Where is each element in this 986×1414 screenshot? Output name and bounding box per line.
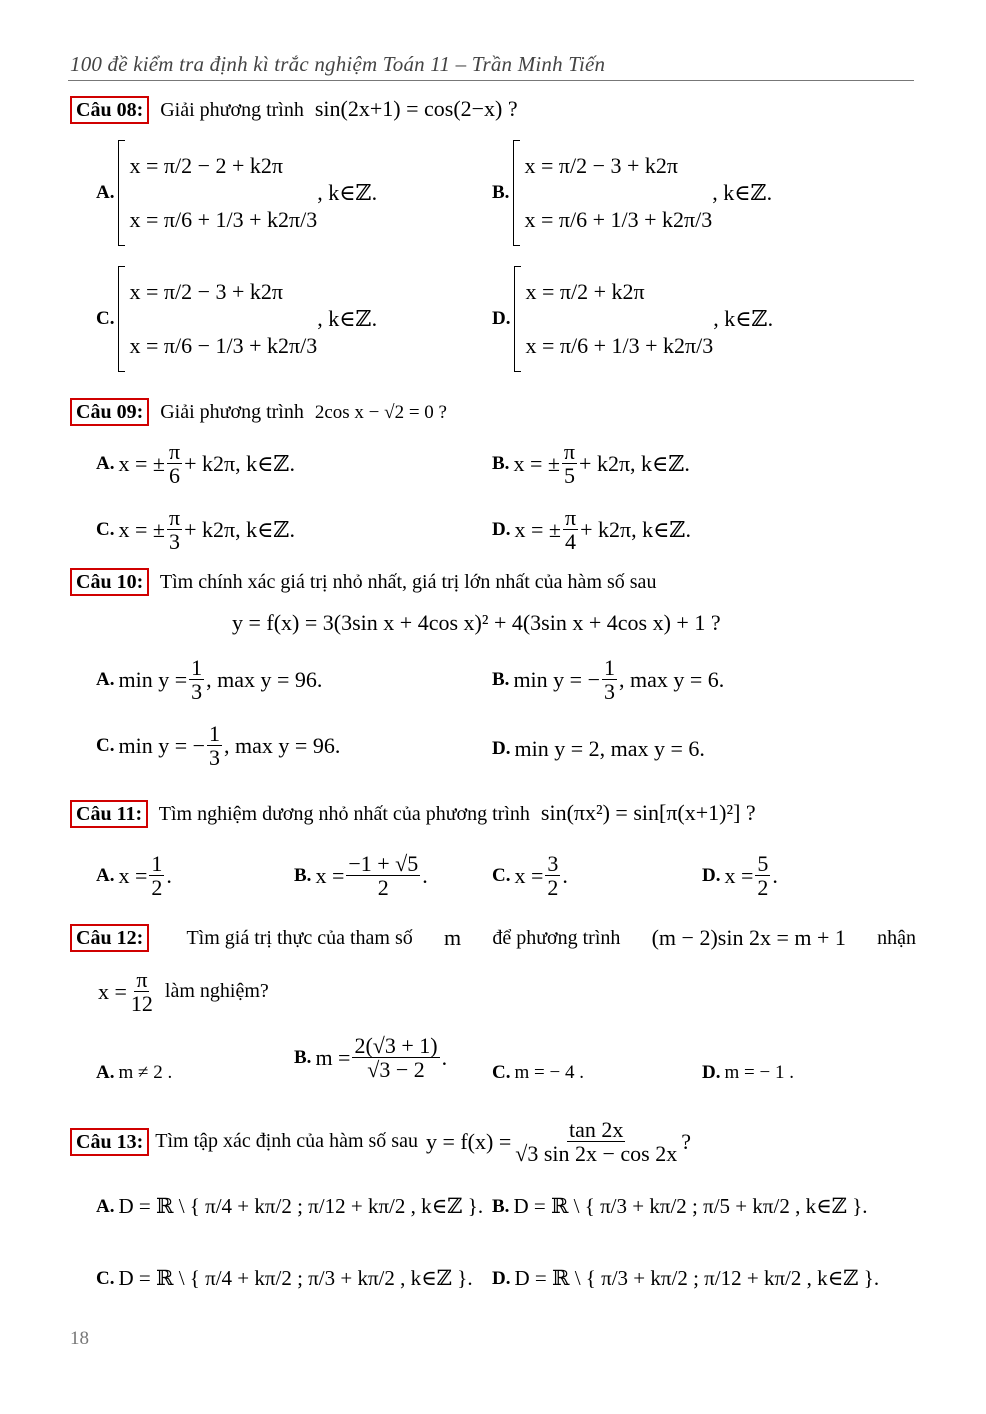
answer-tail: , max y = 6. (618, 666, 725, 692)
answer-13-c[interactable] (96, 1266, 473, 1291)
answer-label: B. (492, 182, 510, 203)
answer-label: D. (702, 1062, 721, 1083)
fraction-denominator: 3 (209, 745, 221, 771)
question-equation: sin(2x+1) = cos(2−x) ? (314, 96, 518, 121)
fraction-denominator: 3 (603, 679, 615, 705)
answer-10-b[interactable] (492, 656, 724, 703)
question-label: Câu 11: (70, 800, 148, 828)
answer-tail: + k2π, k∈ℤ. (580, 516, 691, 542)
question-label: Câu 10: (70, 568, 149, 596)
question-text-4: làm nghiệm? (164, 980, 269, 1003)
fraction-numerator: 1 (603, 655, 615, 680)
answer-10-c[interactable] (96, 722, 340, 769)
answer-12-c[interactable] (492, 1062, 584, 1084)
question-12-line-2 (98, 968, 269, 1015)
answer-tail: . (422, 862, 428, 888)
fraction-denominator: 12 (130, 991, 153, 1017)
answer-label: C. (96, 734, 115, 756)
answer-label: B. (492, 1195, 510, 1217)
fraction-numerator: 1 (151, 851, 163, 876)
answer-12-b[interactable] (294, 1034, 447, 1081)
answer-text: m ≠ 2 . (118, 1062, 173, 1083)
question-text: Tìm giá trị thực của tham số (186, 926, 413, 949)
question-08 (70, 96, 518, 124)
answer-tail: + k2π, k∈ℤ. (579, 450, 690, 476)
fraction-denominator: 2 (151, 875, 163, 901)
answer-label: C. (96, 308, 115, 329)
system-line-1: x = π/2 − 2 + k2π (129, 153, 284, 178)
fraction-denominator: √3 sin 2x − cos 2x (515, 1141, 678, 1167)
fraction-denominator: 5 (563, 463, 575, 489)
system-line-2: x = π/6 + 1/3 + k2π/3 (525, 333, 714, 358)
fraction-denominator: 2 (757, 875, 769, 901)
answer-tail: , max y = 96. (206, 666, 323, 692)
answer-label: D. (702, 864, 721, 886)
answer-11-a[interactable] (96, 852, 172, 899)
answer-text: D = ℝ \ { π/4 + kπ/2 ; π/12 + kπ/2 , k∈ℤ }. (118, 1194, 484, 1218)
question-11 (70, 800, 756, 828)
answer-13-b[interactable] (492, 1194, 868, 1219)
answer-label: B. (492, 668, 510, 690)
answer-label: C. (492, 864, 511, 886)
parameter-m: m (443, 925, 462, 950)
answer-prefix: x = (724, 862, 754, 888)
question-equation: sin(πx²) = sin[π(x+1)²] ? (540, 800, 756, 825)
answer-text: D = ℝ \ { π/3 + kπ/2 ; π/12 + kπ/2 , k∈ℤ }. (514, 1266, 880, 1290)
answer-tail: + k2π, k∈ℤ. (184, 516, 295, 542)
answer-prefix: x = (315, 862, 345, 888)
answer-text: m = − 1 . (724, 1062, 794, 1083)
question-text: Tìm nghiệm dương nhỏ nhất của phương trình (158, 803, 530, 825)
question-text-3: nhận (877, 926, 916, 949)
answer-label: C. (492, 1062, 511, 1083)
system-line-2: x = π/6 + 1/3 + k2π/3 (129, 207, 318, 232)
system-line-1: x = π/2 + k2π (525, 279, 645, 304)
answer-label: D. (492, 738, 511, 759)
fraction-numerator: 5 (757, 851, 769, 876)
fraction-denominator: √3 − 2 (367, 1057, 425, 1083)
answer-label: D. (492, 1267, 511, 1289)
answer-prefix: x = ± (118, 450, 165, 476)
answer-label: A. (96, 864, 115, 886)
answer-11-c[interactable] (492, 852, 568, 899)
system-line-1: x = π/2 − 3 + k2π (129, 279, 284, 304)
fraction-numerator: −1 + √5 (348, 851, 419, 876)
answer-tail: . (772, 862, 778, 888)
question-label: Câu 12: (70, 924, 149, 952)
answer-label: D. (492, 308, 511, 329)
answer-label: B. (294, 1046, 312, 1068)
answer-label: D. (492, 518, 511, 540)
answer-tail: , k∈ℤ. (712, 180, 773, 205)
answer-text: D = ℝ \ { π/3 + kπ/2 ; π/5 + kπ/2 , k∈ℤ }. (513, 1194, 868, 1218)
answer-prefix: x = (514, 862, 544, 888)
answer-label: A. (96, 452, 115, 474)
answer-tail: . (166, 862, 172, 888)
answer-prefix: min y = (118, 666, 188, 692)
question-label: Câu 09: (70, 398, 149, 426)
answer-tail: , k∈ℤ. (713, 306, 774, 331)
answer-tail: . (562, 862, 568, 888)
fraction-numerator: 3 (547, 851, 559, 876)
page-number: 18 (70, 1328, 89, 1349)
answer-09-a[interactable]: A. x = ± $\frac{\pi}{6}$ + k2π, k∈ℤ. (96, 439, 295, 489)
answer-prefix: x = ± (513, 450, 560, 476)
fraction-numerator: π (136, 967, 148, 992)
answer-label: B. (294, 864, 312, 886)
question-text: Tìm tập xác định của hàm số sau (155, 1130, 418, 1153)
fraction-denominator: 2 (377, 875, 389, 901)
answer-text: min y = 2, max y = 6. (514, 736, 705, 761)
answer-tail: , max y = 96. (224, 732, 341, 758)
answer-prefix: x = ± (514, 516, 561, 542)
answer-13-a[interactable] (96, 1194, 483, 1219)
answer-label: A. (96, 1195, 115, 1217)
header-rule (68, 80, 914, 81)
answer-label: C. (96, 1267, 115, 1289)
question-text: Tìm chính xác giá trị nhỏ nhất, giá trị lớn nhất của hàm số sau (159, 571, 657, 593)
system-line-2: x = π/6 + 1/3 + k2π/3 (524, 207, 713, 232)
system-line-2: x = π/6 − 1/3 + k2π/3 (129, 333, 318, 358)
system-line-1: x = π/2 − 3 + k2π (524, 153, 678, 178)
answer-label: A. (96, 182, 115, 203)
answer-09-b[interactable]: B. x = ± $\frac{\pi}{5}$ + k2π, k∈ℤ. (492, 439, 690, 489)
answer-prefix: m = (315, 1044, 351, 1070)
answer-10-d[interactable] (492, 736, 705, 762)
answer-text: D = ℝ \ { π/4 + kπ/2 ; π/3 + kπ/2 , k∈ℤ }. (118, 1266, 473, 1290)
answer-prefix: x = ± (118, 516, 165, 542)
answer-prefix: x = (118, 862, 148, 888)
answer-label: B. (492, 452, 510, 474)
question-text: Giải phương trình (160, 401, 304, 423)
answer-label: A. (96, 1062, 115, 1083)
fraction-denominator: 2 (547, 875, 559, 901)
page-header: 100 đề kiểm tra định kì trắc nghiệm Toán 11 – Trần Minh Tiến (70, 52, 606, 76)
answer-08-d[interactable] (492, 266, 773, 372)
answer-text: m = − 4 . (514, 1062, 584, 1083)
question-text: Giải phương trình (160, 99, 304, 121)
question-13 (70, 1118, 691, 1165)
fraction-denominator: 3 (191, 679, 203, 705)
question-09 (70, 398, 447, 426)
fraction-denominator: 4 (565, 529, 577, 555)
question-equation: 2cos x − √2 = 0 ? (314, 402, 447, 423)
fraction-numerator: 1 (191, 655, 203, 680)
answer-11-d[interactable] (702, 852, 778, 899)
fraction-numerator: 1 (209, 721, 221, 746)
question-tail: ? (681, 1128, 691, 1154)
answer-10-a[interactable] (96, 656, 322, 703)
question-10-equation: y = f(x) = 3(3sin x + 4cos x)² + 4(3sin x + 4cos x) + 1 ? (232, 610, 721, 635)
answer-label: A. (96, 668, 115, 690)
answer-12-d[interactable] (702, 1062, 794, 1084)
answer-label: C. (96, 518, 115, 540)
question-label: Câu 08: (70, 96, 149, 124)
answer-tail: + k2π, k∈ℤ. (184, 450, 295, 476)
answer-09-d[interactable]: D. x = ± $\frac{\pi}{4}$ + k2π, k∈ℤ. (492, 505, 691, 555)
answer-11-b[interactable] (294, 852, 428, 899)
fraction-denominator: 6 (169, 463, 181, 489)
answer-09-c[interactable]: C. x = ± $\frac{\pi}{3}$ + k2π, k∈ℤ. (96, 505, 295, 555)
answer-08-c[interactable] (96, 266, 377, 372)
fraction-numerator: 2(√3 + 1) (354, 1033, 438, 1058)
answer-prefix: min y = − (513, 666, 600, 692)
answer-tail: , k∈ℤ. (317, 180, 378, 205)
answer-prefix: min y = − (118, 732, 206, 758)
answer-tail: . (441, 1044, 448, 1070)
question-10 (70, 568, 656, 596)
question-text-2: để phương trình (492, 926, 621, 949)
x-prefix: x = (98, 978, 127, 1004)
question-equation: (m − 2)sin 2x = m + 1 (651, 925, 846, 950)
answer-08-a[interactable] (96, 140, 377, 246)
function-prefix: y = f(x) = (425, 1128, 512, 1154)
question-12 (70, 924, 916, 952)
answer-tail: , k∈ℤ. (317, 306, 378, 331)
question-label: Câu 13: (70, 1128, 149, 1156)
answer-12-a[interactable] (96, 1062, 172, 1084)
answer-13-d[interactable] (492, 1266, 879, 1291)
fraction-denominator: 3 (169, 529, 181, 555)
fraction-numerator: tan 2x (569, 1117, 624, 1142)
answer-08-b[interactable] (492, 140, 772, 246)
